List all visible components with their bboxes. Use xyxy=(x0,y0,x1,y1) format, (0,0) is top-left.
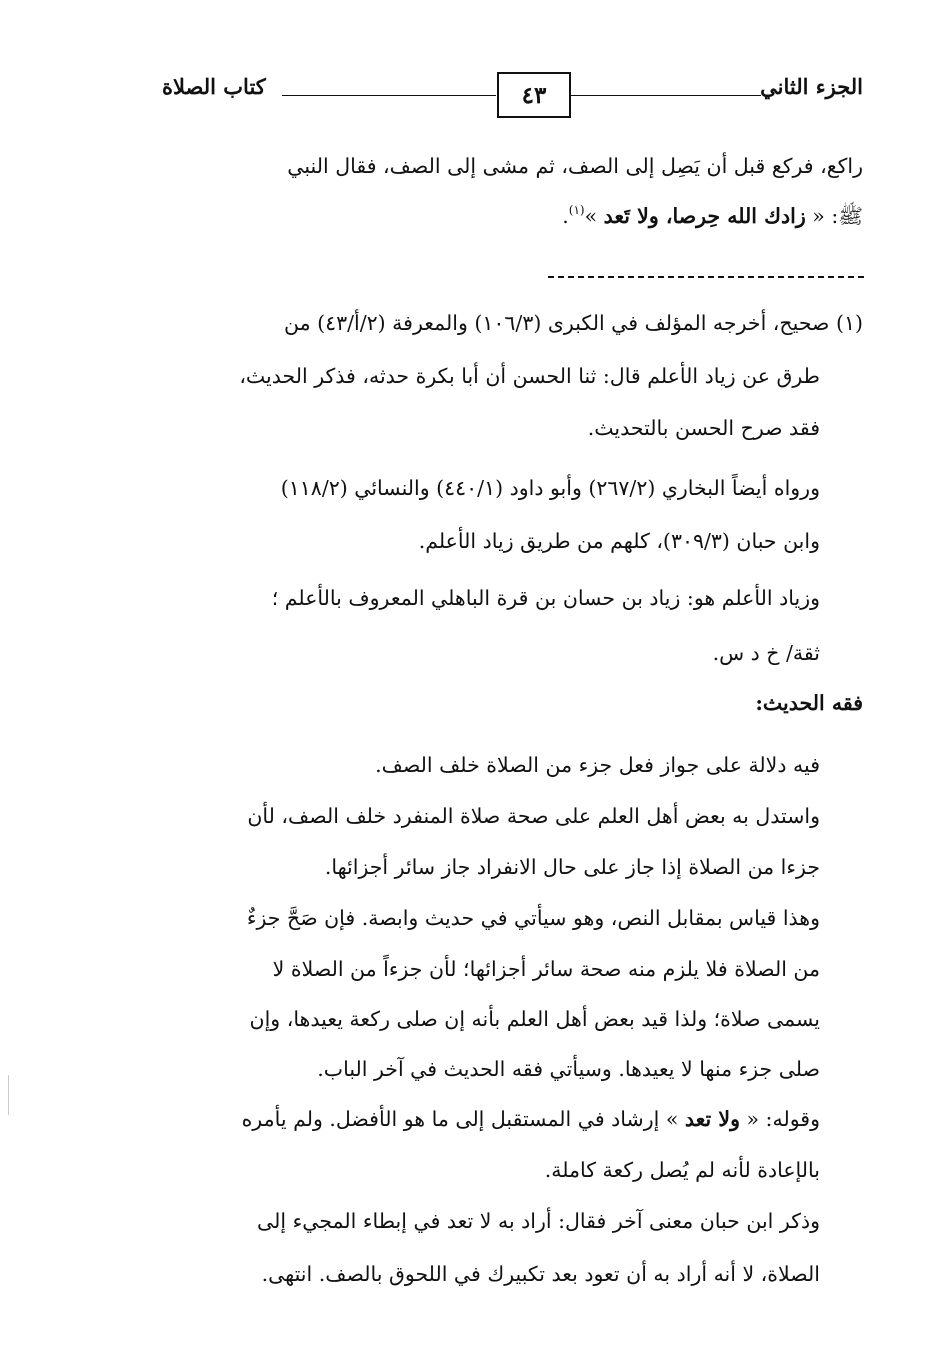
hadith-quote: زادك الله حِرصا، ولا تَعد xyxy=(603,204,806,228)
header-rule-left xyxy=(282,95,496,96)
header-book-title: كتاب الصلاة xyxy=(162,74,266,99)
section-line: يسمى صلاة؛ ولذا قيد بعض أهل العلم بأنه إن صلى ركعة يعيدها، وإن xyxy=(249,1007,820,1031)
header-volume: الجزء الثاني xyxy=(760,74,863,99)
section-line: وذكر ابن حبان معنى آخر فقال: أراد به لا تعد في إبطاء المجيء إلى xyxy=(257,1209,820,1233)
body-line xyxy=(562,203,863,228)
body-text: ﷺ: « xyxy=(805,204,863,228)
section-line: جزءا من الصلاة إذا جاز على حال الانفراد جاز سائر أجزائها. xyxy=(324,855,820,879)
footnote-line: ورواه أيضاً البخاري (٢٦٧/٢) وأبو داود (٤٤٠/١) والنسائي (١١٨/٢) xyxy=(280,476,820,500)
footnote-line: فقد صرح الحسن بالتحديث. xyxy=(587,416,820,440)
footnote-line: وابن حبان (٣٠٩/٣)، كلهم من طريق زياد الأعلم. xyxy=(418,529,820,553)
section-text: وقوله: « xyxy=(739,1107,820,1131)
footnote-separator xyxy=(548,276,864,278)
footnote-line: وزياد الأعلم هو: زياد بن حسان بن قرة الباهلي المعروف بالأعلم ؛ xyxy=(271,586,820,610)
footnote-line: ثقة/ خ د س. xyxy=(712,641,820,665)
header-rule-right xyxy=(571,95,761,96)
footnote-line: (١) صحيح، أخرجه المؤلف في الكبرى (١٠٦/٣) والمعرفة (٢/أ/٤٣) من xyxy=(283,311,863,335)
section-line: واستدل به بعض أهل العلم على صحة صلاة المنفرد خلف الصف، لأن xyxy=(247,804,820,828)
section-line: بالإعادة لأنه لم يُصل ركعة كاملة. xyxy=(544,1158,820,1182)
body-text: » xyxy=(584,204,604,228)
section-line: فيه دلالة على جواز فعل جزء من الصلاة خلف الصف. xyxy=(375,753,820,777)
section-line: من الصلاة فلا يلزم منه صحة سائر أجزائها؛ لأن جزءاً من الصلاة لا xyxy=(272,957,820,981)
body-text: . xyxy=(562,204,569,228)
page-number: ٤٣ xyxy=(497,72,571,118)
section-heading: فقه الحديث: xyxy=(755,691,863,715)
section-line: الصلاة، لا أنه أراد به أن تعود بعد تكبيرك في اللحوق بالصف. انتهى. xyxy=(261,1262,820,1286)
section-line: وهذا قياس بمقابل النص، وهو سيأتي في حديث وابصة. فإن صَحَّ جزءٌ xyxy=(246,906,820,930)
section-line: صلى جزء منها لا يعيدها. وسيأتي فقه الحديث في آخر الباب. xyxy=(317,1057,820,1081)
scan-margin-mark xyxy=(8,1075,9,1115)
footnote-line: طرق عن زياد الأعلم قال: ثنا الحسن أن أبا بكرة حدثه، فذكر الحديث، xyxy=(239,364,820,388)
section-line xyxy=(242,1109,820,1130)
section-text: » إرشاد في المستقبل إلى ما هو الأفضل. ولم يأمره xyxy=(241,1107,685,1131)
body-line: راكع، فركع قبل أن يَصِل إلى الصف، ثم مشى إلى الصف، فقال النبي xyxy=(287,154,863,178)
footnote-ref: (١) xyxy=(568,203,585,217)
quoted-phrase: ولا تعد xyxy=(684,1107,740,1131)
